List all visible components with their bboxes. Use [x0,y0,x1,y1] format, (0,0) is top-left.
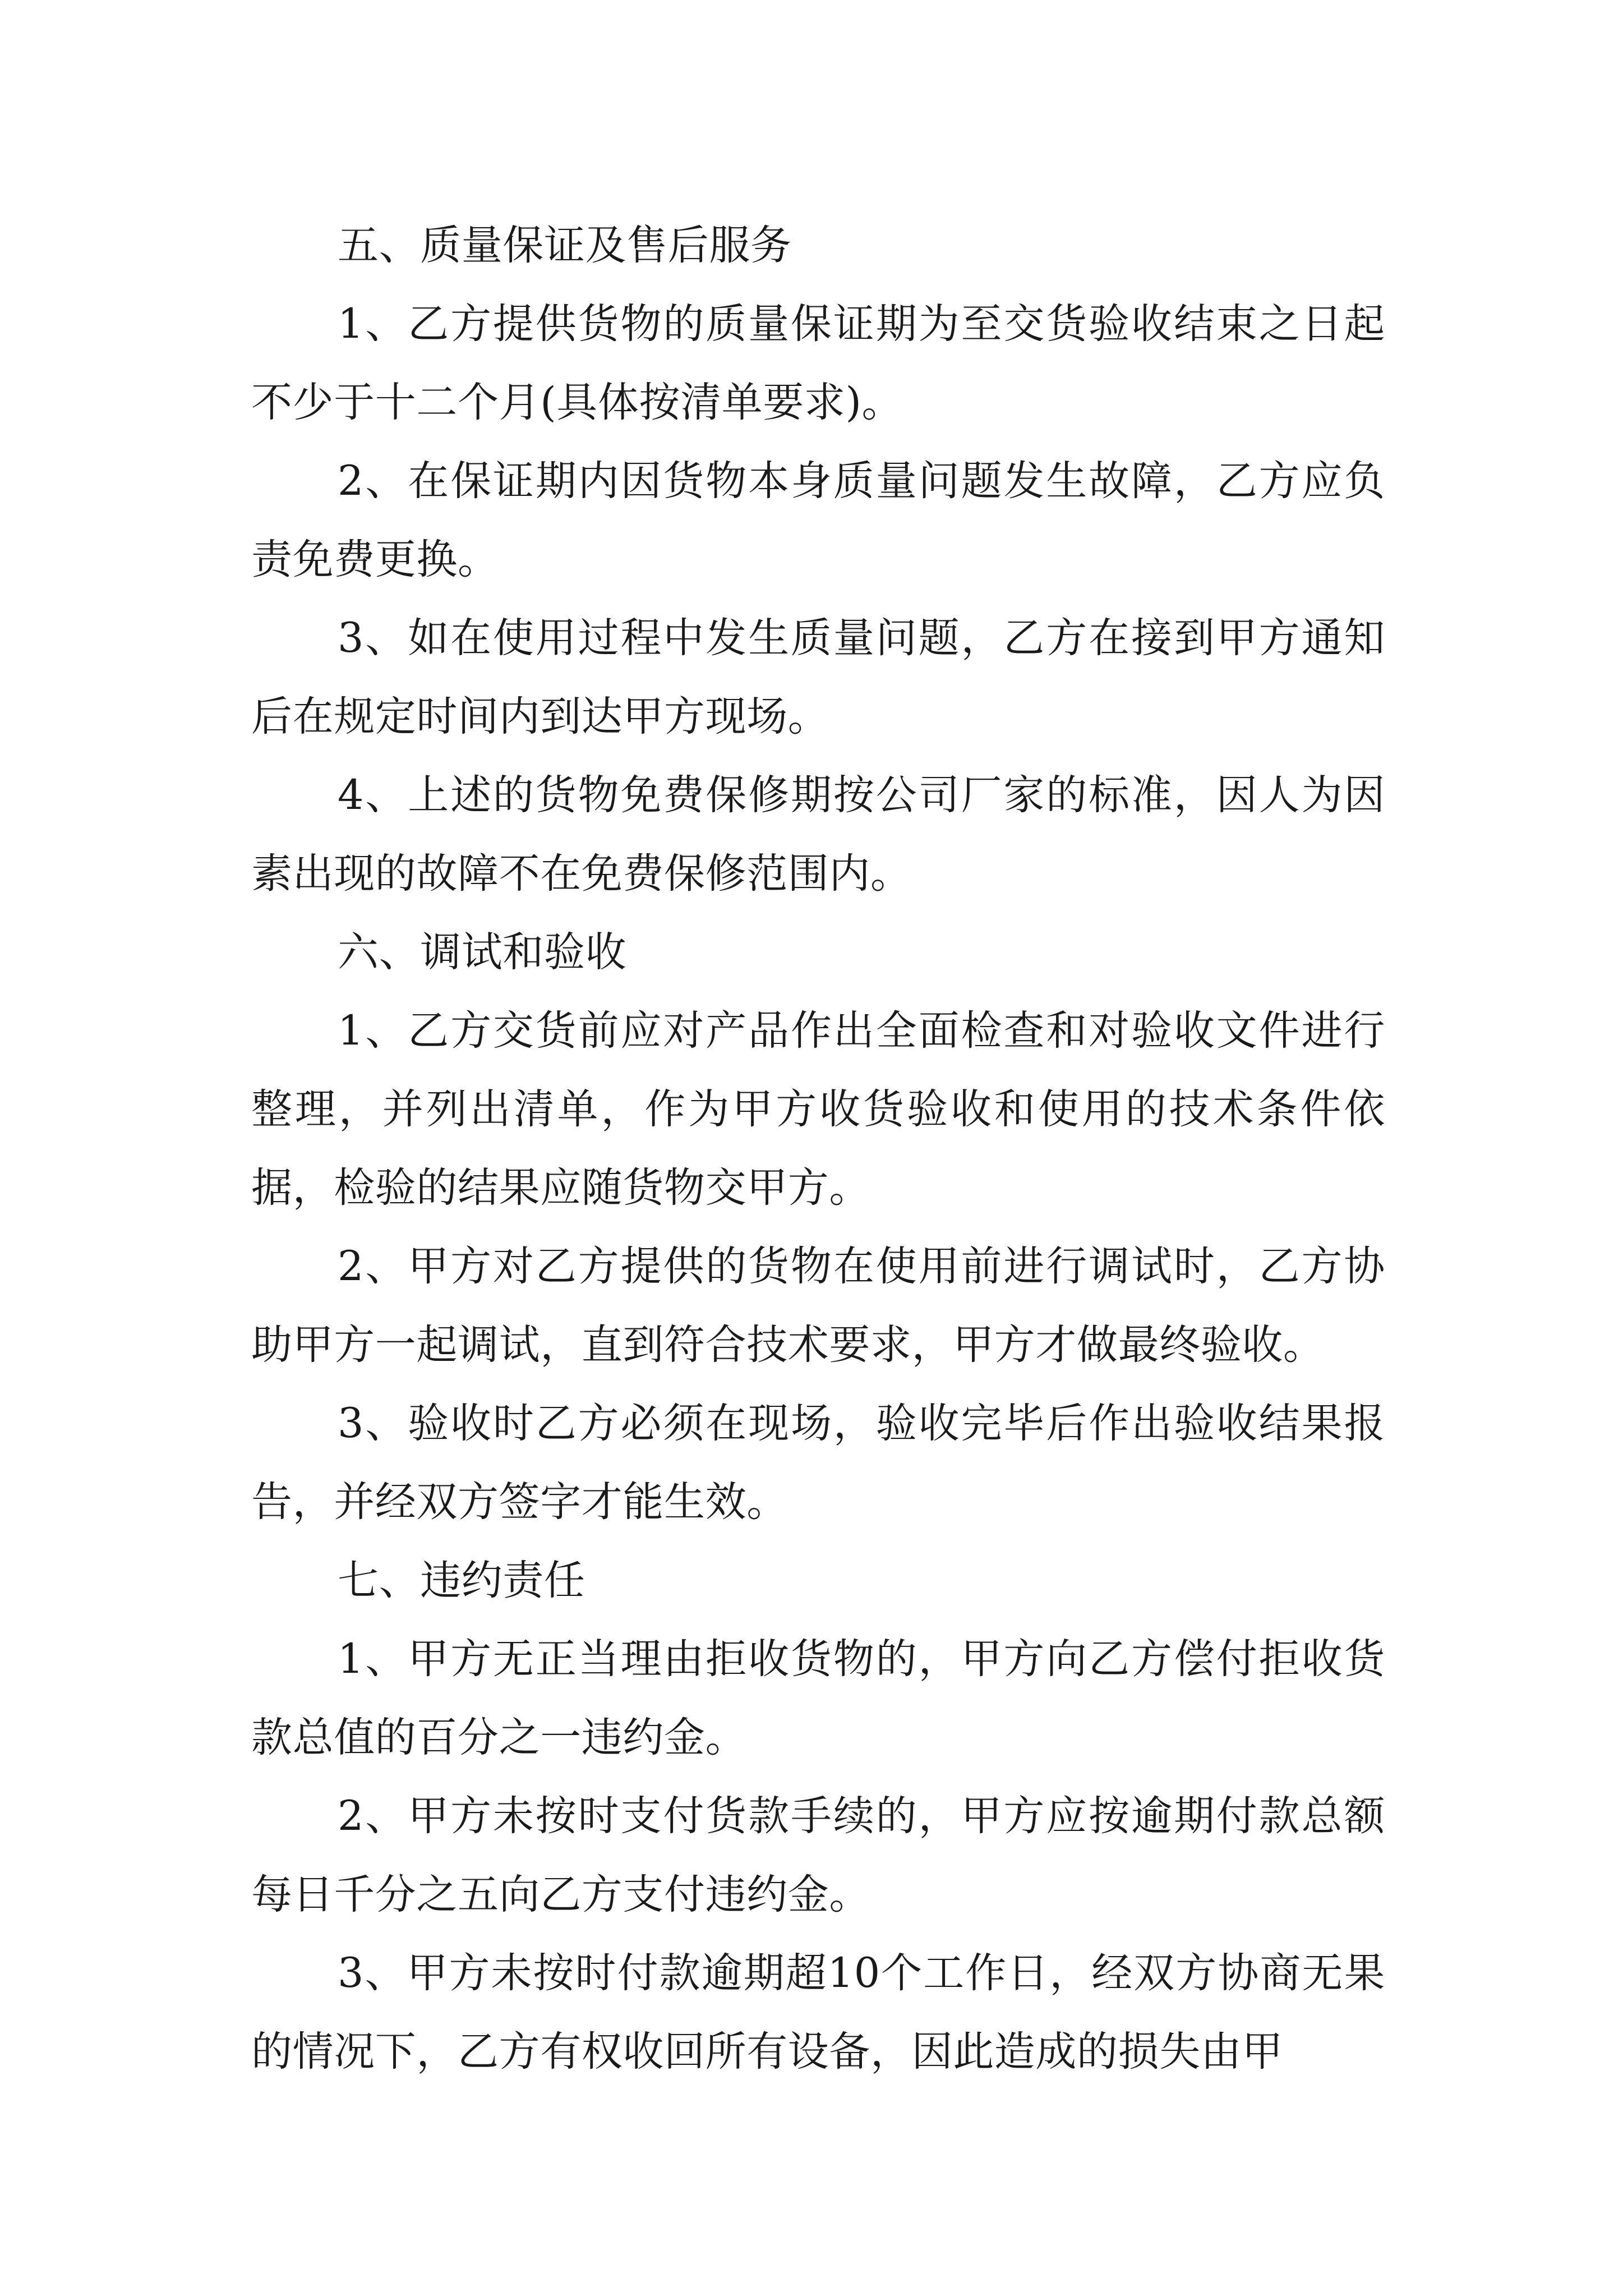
paragraph: 1、乙方交货前应对产品作出全面检查和对验收文件进行整理，并列出清单，作为甲方收货验收和使用的技术条件依据，检验的结果应随货物交甲方。 [251,1007,1385,1212]
paragraph: 4、上述的货物免费保修期按公司厂家的标准，因人为因素出现的故障不在免费保修范围内。 [251,771,1385,898]
paragraph: 2、甲方对乙方提供的货物在使用前进行调试时，乙方协助甲方一起调试，直到符合技术要求，甲方才做最终验收。 [251,1243,1385,1369]
paragraph: 1、甲方无正当理由拒收货物的，甲方向乙方偿付拒收货款总值的百分之一违约金。 [251,1635,1385,1761]
paragraph: 3、如在使用过程中发生质量问题，乙方在接到甲方通知后在规定时间内到达甲方现场。 [251,614,1385,740]
paragraph: 1、乙方提供货物的质量保证期为至交货验收结束之日起不少于十二个月(具体按清单要求)。 [251,300,1385,426]
section-heading-acceptance: 六、调试和验收 [338,928,627,976]
paragraph: 2、甲方未按时支付货款手续的，甲方应按逾期付款总额每日千分之五向乙方支付违约金。 [251,1792,1385,1918]
paragraph: 3、甲方未按时付款逾期超10个工作日，经双方协商无果的情况下，乙方有权收回所有设备，因此造成的损失由甲 [251,1949,1385,2076]
section-heading-quality: 五、质量保证及售后服务 [338,222,792,269]
section-heading-liability: 七、违约责任 [338,1557,585,1604]
paragraph: 3、验收时乙方必须在现场，验收完毕后作出验收结果报告，并经双方签字才能生效。 [251,1400,1385,1526]
document-body [251,206,1385,2091]
paragraph: 2、在保证期内因货物本身质量问题发生故障，乙方应负责免费更换。 [251,457,1385,583]
